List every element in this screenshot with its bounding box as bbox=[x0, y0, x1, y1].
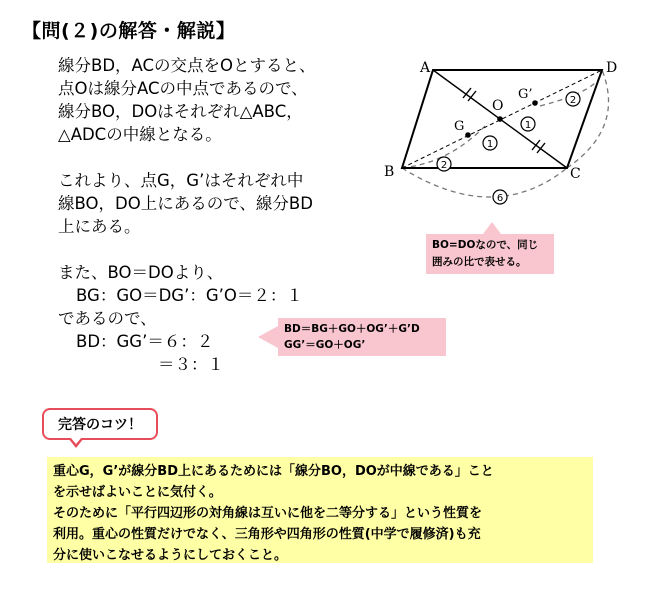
page-title: 【問(２)の解答・解説】 bbox=[22, 20, 236, 42]
arrow-up-icon bbox=[483, 222, 501, 234]
note-line: BD＝BG＋GO＋OG’＋G’D bbox=[284, 323, 420, 335]
label-a: A bbox=[420, 60, 431, 76]
circled-number-6-label: 6 bbox=[496, 193, 504, 204]
arc-bd-6 bbox=[402, 168, 567, 197]
point-g bbox=[465, 132, 471, 138]
note-bd-sum bbox=[278, 318, 446, 356]
tip-line: そのために「平行四辺形の対角線は互いに他を二等分する」という性質を bbox=[53, 506, 483, 521]
tip-line: 利用。重心の性質だけでなく、三角形や四角形の性質(中学で履修済)も充 bbox=[53, 527, 481, 542]
circled-number-1-label: 1 bbox=[486, 139, 494, 150]
explanation-line: 線分BO，DOはそれぞれ△ABC， bbox=[58, 102, 303, 121]
tip-line: 分に使いこなせるようにしておくこと。 bbox=[53, 548, 288, 563]
explanation-line: 線BO，DO上にあるので、線分BD bbox=[58, 194, 313, 213]
point-o bbox=[497, 116, 503, 122]
note-line: BO=DOなので、同じ bbox=[432, 239, 539, 251]
ratio-line: BG：GO＝DG’：G’O＝２：１ bbox=[76, 286, 303, 305]
explanation-line: △ADCの中線となる。 bbox=[58, 125, 222, 144]
label-g: G bbox=[454, 119, 465, 134]
note-line: GG’＝GO＋OG’ bbox=[284, 339, 366, 351]
explanation-line: 点Oは線分ACの中点であるので、 bbox=[58, 79, 308, 98]
label-c: C bbox=[570, 166, 581, 182]
circled-number-2-label: 2 bbox=[440, 160, 448, 171]
explanation-line: 線分BD，ACの交点をOとすると、 bbox=[58, 56, 316, 75]
note-bo-do bbox=[426, 234, 554, 274]
point-g-prime bbox=[532, 100, 538, 106]
ratio-line: ＝３：１ bbox=[158, 355, 224, 374]
explanation-line: 上にある。 bbox=[58, 217, 141, 236]
tip-badge-label: 完答のコツ！ bbox=[58, 417, 142, 433]
circled-number-1-label: 1 bbox=[524, 120, 532, 131]
parallelogram-diagram bbox=[370, 48, 640, 218]
arrow-left-icon bbox=[258, 326, 278, 348]
label-g-prime: G’ bbox=[518, 87, 533, 102]
explanation-line: これより、点G，G’はそれぞれ中 bbox=[58, 171, 304, 190]
tip-line: 重心G，G’が線分BD上にあるためには「線分BO，DOが中線である」こと bbox=[53, 464, 494, 479]
speech-tail-inner bbox=[70, 437, 82, 444]
label-d: D bbox=[606, 60, 618, 76]
circled-number-2-label: 2 bbox=[569, 95, 577, 106]
tip-badge bbox=[42, 408, 158, 440]
explanation-line: であるので、 bbox=[58, 309, 157, 328]
label-o: O bbox=[492, 98, 504, 114]
note-line: 囲みの比で表せる。 bbox=[432, 256, 527, 268]
label-b: B bbox=[384, 164, 395, 180]
tip-line: を示せばよいことに気付く。 bbox=[53, 485, 222, 500]
tip-box bbox=[47, 457, 593, 563]
tick-oc bbox=[532, 140, 540, 150]
ratio-line: BD：GG’＝６：２ bbox=[76, 332, 214, 351]
explanation-line: また、BO＝DOより、 bbox=[58, 263, 224, 282]
